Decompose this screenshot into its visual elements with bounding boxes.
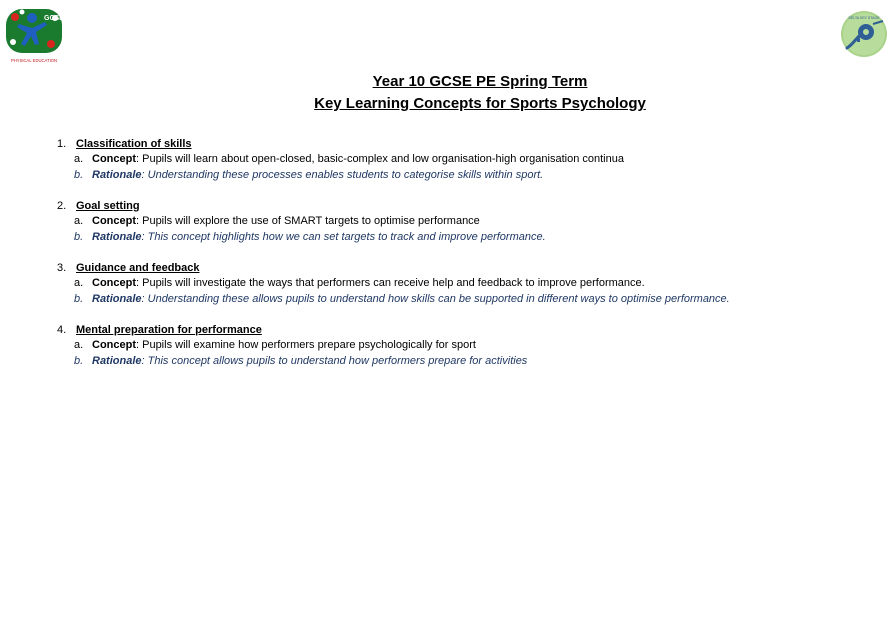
item-letter: a. — [74, 277, 84, 289]
concept-text: : Pupils will investigate the ways that performers can receive help and feedback to improve performance. — [136, 277, 645, 289]
rationale-item — [74, 229, 546, 245]
concept-label: Concept — [92, 215, 136, 227]
item-letter: a. — [74, 339, 84, 351]
concept-item — [74, 151, 624, 167]
section-title: Guidance and feedback — [76, 262, 200, 274]
concept-label: Concept — [92, 339, 136, 351]
concept-item — [74, 275, 645, 291]
rationale-text: : Understanding these allows pupils to understand how skills can be supported in different ways to optimise performance. — [141, 293, 730, 305]
rationale-label: Rationale — [92, 169, 142, 181]
document-title — [0, 71, 895, 115]
rationale-item — [74, 291, 730, 307]
section-number: 3. — [57, 262, 67, 274]
section-title: Mental preparation for performance — [76, 324, 262, 336]
section-title: Goal setting — [76, 200, 140, 212]
concept-label: Concept — [92, 277, 136, 289]
section-heading — [57, 136, 192, 152]
key-icon — [839, 10, 889, 58]
section-number: 4. — [57, 324, 67, 336]
title-line-2: Key Learning Concepts for Sports Psychology — [314, 95, 646, 112]
svg-text:PHYSICAL EDUCATION: PHYSICAL EDUCATION — [10, 58, 58, 63]
concept-label: Concept — [92, 153, 136, 165]
item-letter: a. — [74, 215, 84, 227]
delta-key-logo — [839, 10, 889, 58]
rationale-label: Rationale — [92, 293, 142, 305]
section-title: Classification of skills — [76, 138, 192, 150]
item-letter: b. — [74, 293, 84, 305]
section-number: 1. — [57, 138, 67, 150]
rationale-label: Rationale — [92, 355, 142, 367]
rationale-label: Rationale — [92, 231, 142, 243]
concept-text: : Pupils will explore the use of SMART targets to optimise performance — [136, 215, 480, 227]
item-letter: a. — [74, 153, 84, 165]
section-heading — [57, 260, 199, 276]
svg-text:GCSE: GCSE — [44, 15, 63, 22]
rationale-item — [74, 353, 527, 369]
item-letter: b. — [74, 355, 84, 367]
rationale-text: : This concept highlights how we can set targets to track and improve performance. — [141, 231, 546, 243]
item-letter: b. — [74, 169, 84, 181]
title-line-1: Year 10 GCSE PE Spring Term — [372, 73, 588, 90]
rationale-text: : This concept allows pupils to understand how performers prepare for activities — [141, 355, 528, 367]
concept-text: : Pupils will examine how performers prepare psychologically for sport — [136, 339, 476, 351]
item-letter: b. — [74, 231, 84, 243]
concept-text: : Pupils will learn about open-closed, basic-complex and low organisation-high organisation continua — [136, 153, 624, 165]
concept-item — [74, 213, 480, 229]
section-heading — [57, 198, 140, 214]
gcse-pe-logo-graphic — [5, 6, 63, 64]
rationale-text: : Understanding these processes enables students to categorise skills within sport. — [141, 169, 544, 181]
section-number: 2. — [57, 200, 67, 212]
concept-item — [74, 337, 476, 353]
rationale-item — [74, 167, 543, 183]
section-heading — [57, 322, 262, 338]
svg-text:DELTA KEY STAGE: DELTA KEY STAGE — [848, 16, 880, 20]
gcse-pe-logo — [5, 6, 63, 64]
